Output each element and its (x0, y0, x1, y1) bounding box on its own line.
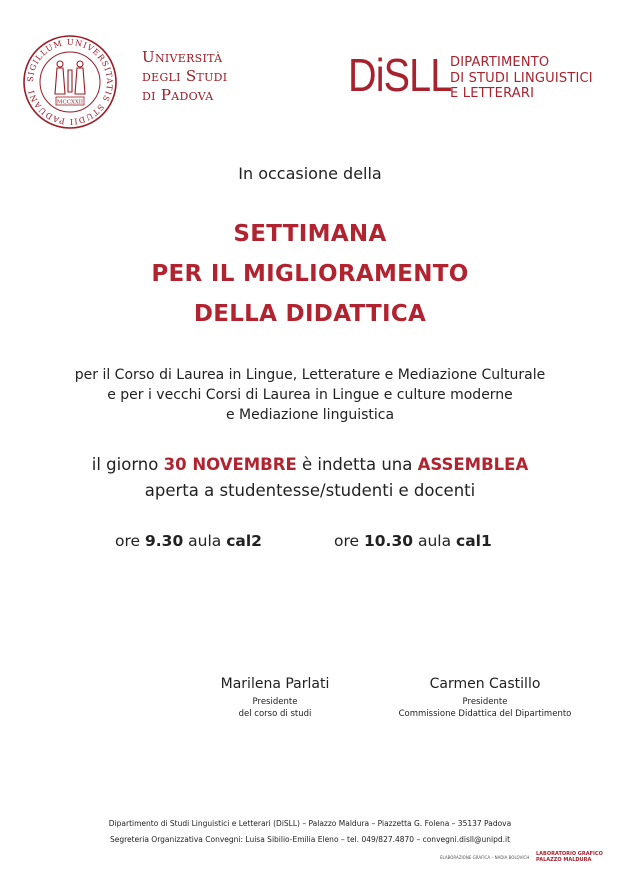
schedule-ore-label: ore (115, 532, 145, 550)
schedule-room: cal1 (456, 532, 492, 550)
courses-line2: e per i vecchi Corsi di Laurea in Lingue e culture moderne (107, 387, 513, 403)
department-logo: DiSLL (348, 49, 452, 101)
svg-text:SIGILLUM UNIVERSITATIS STUDII (26, 38, 114, 126)
schedule-time: 9.30 (144, 532, 184, 550)
department-name-line3: E LETTERARI (450, 86, 535, 101)
seal-year: MCCXXII (56, 99, 84, 106)
signature-role: Presidente (462, 697, 508, 707)
announcement-line2: aperta a studentesse/studenti e docenti (144, 481, 476, 500)
schedule-room: cal2 (226, 532, 262, 550)
university-name-line1: Università (142, 48, 223, 66)
courses-line1: per il Corso di Laurea in Lingue, Letterature e Mediazione Culturale (74, 367, 546, 383)
schedule-aula-label: aula (183, 532, 227, 550)
graphic-credit: ELABORAZIONE GRAFICA – NADIA BOLOVICH (440, 855, 530, 860)
schedule-aula-label: aula (413, 532, 456, 550)
event-title-line3: DELLA DIDATTICA (193, 301, 427, 327)
footer-contacts: Segreteria Organizzativa Convegni: Luisa Sibilio-Emilia Eleno – tel. 049/827.4870 – convegni.disll@unipd.it (109, 835, 511, 844)
signature-castillo (380, 676, 590, 720)
event-type: ASSEMBLEA (417, 455, 529, 474)
courses-description (0, 365, 620, 425)
event-title-line2: PER IL MIGLIORAMENTO (151, 261, 469, 287)
university-name-line2: degli Studi (142, 67, 228, 85)
university-name (142, 48, 227, 105)
announcement (0, 452, 620, 504)
signature-role-detail: del corso di studi (238, 709, 312, 719)
signature-parlati (205, 676, 345, 720)
seal-legend: SIGILLUM UNIVERSITATIS STUDII PADUANI (25, 37, 115, 127)
lab-logo (536, 851, 603, 863)
signature-role-detail: Commissione Didattica del Dipartimento (398, 709, 572, 719)
schedule-slot-1 (115, 532, 262, 550)
event-title (0, 214, 620, 334)
intro-text: In occasione della (238, 164, 382, 183)
university-name-line3: di Padova (142, 86, 214, 104)
footer (0, 816, 620, 848)
lab-logo-line1: LABORATORIO GRAFICO (536, 851, 603, 857)
schedule-time: 10.30 (363, 532, 414, 550)
signature-name: Marilena Parlati (220, 676, 330, 692)
event-title-line1: SETTIMANA (233, 221, 387, 247)
courses-line3: e Mediazione linguistica (225, 407, 395, 423)
department-name-line1: DIPARTIMENTO (450, 55, 550, 70)
lab-logo-line2: PALAZZO MALDURA (536, 857, 592, 863)
schedule-ore-label: ore (334, 532, 364, 550)
footer-address: Dipartimento di Studi Linguistici e Letterari (DiSLL) – Palazzo Maldura – Piazzetta G. Folena – 35137 Padova (108, 819, 512, 828)
department-name (450, 55, 593, 102)
university-seal (22, 34, 118, 130)
announcement-prefix: il giorno (91, 455, 164, 474)
schedule-slot-2 (334, 532, 492, 550)
department-name-line2: DI STUDI LINGUISTICI (450, 70, 593, 86)
signature-role: Presidente (252, 697, 298, 707)
announcement-line1 (0, 452, 620, 478)
announcement-middle: è indetta una (296, 455, 418, 474)
signature-name: Carmen Castillo (429, 676, 541, 692)
event-date: 30 NOVEMBRE (163, 455, 297, 474)
